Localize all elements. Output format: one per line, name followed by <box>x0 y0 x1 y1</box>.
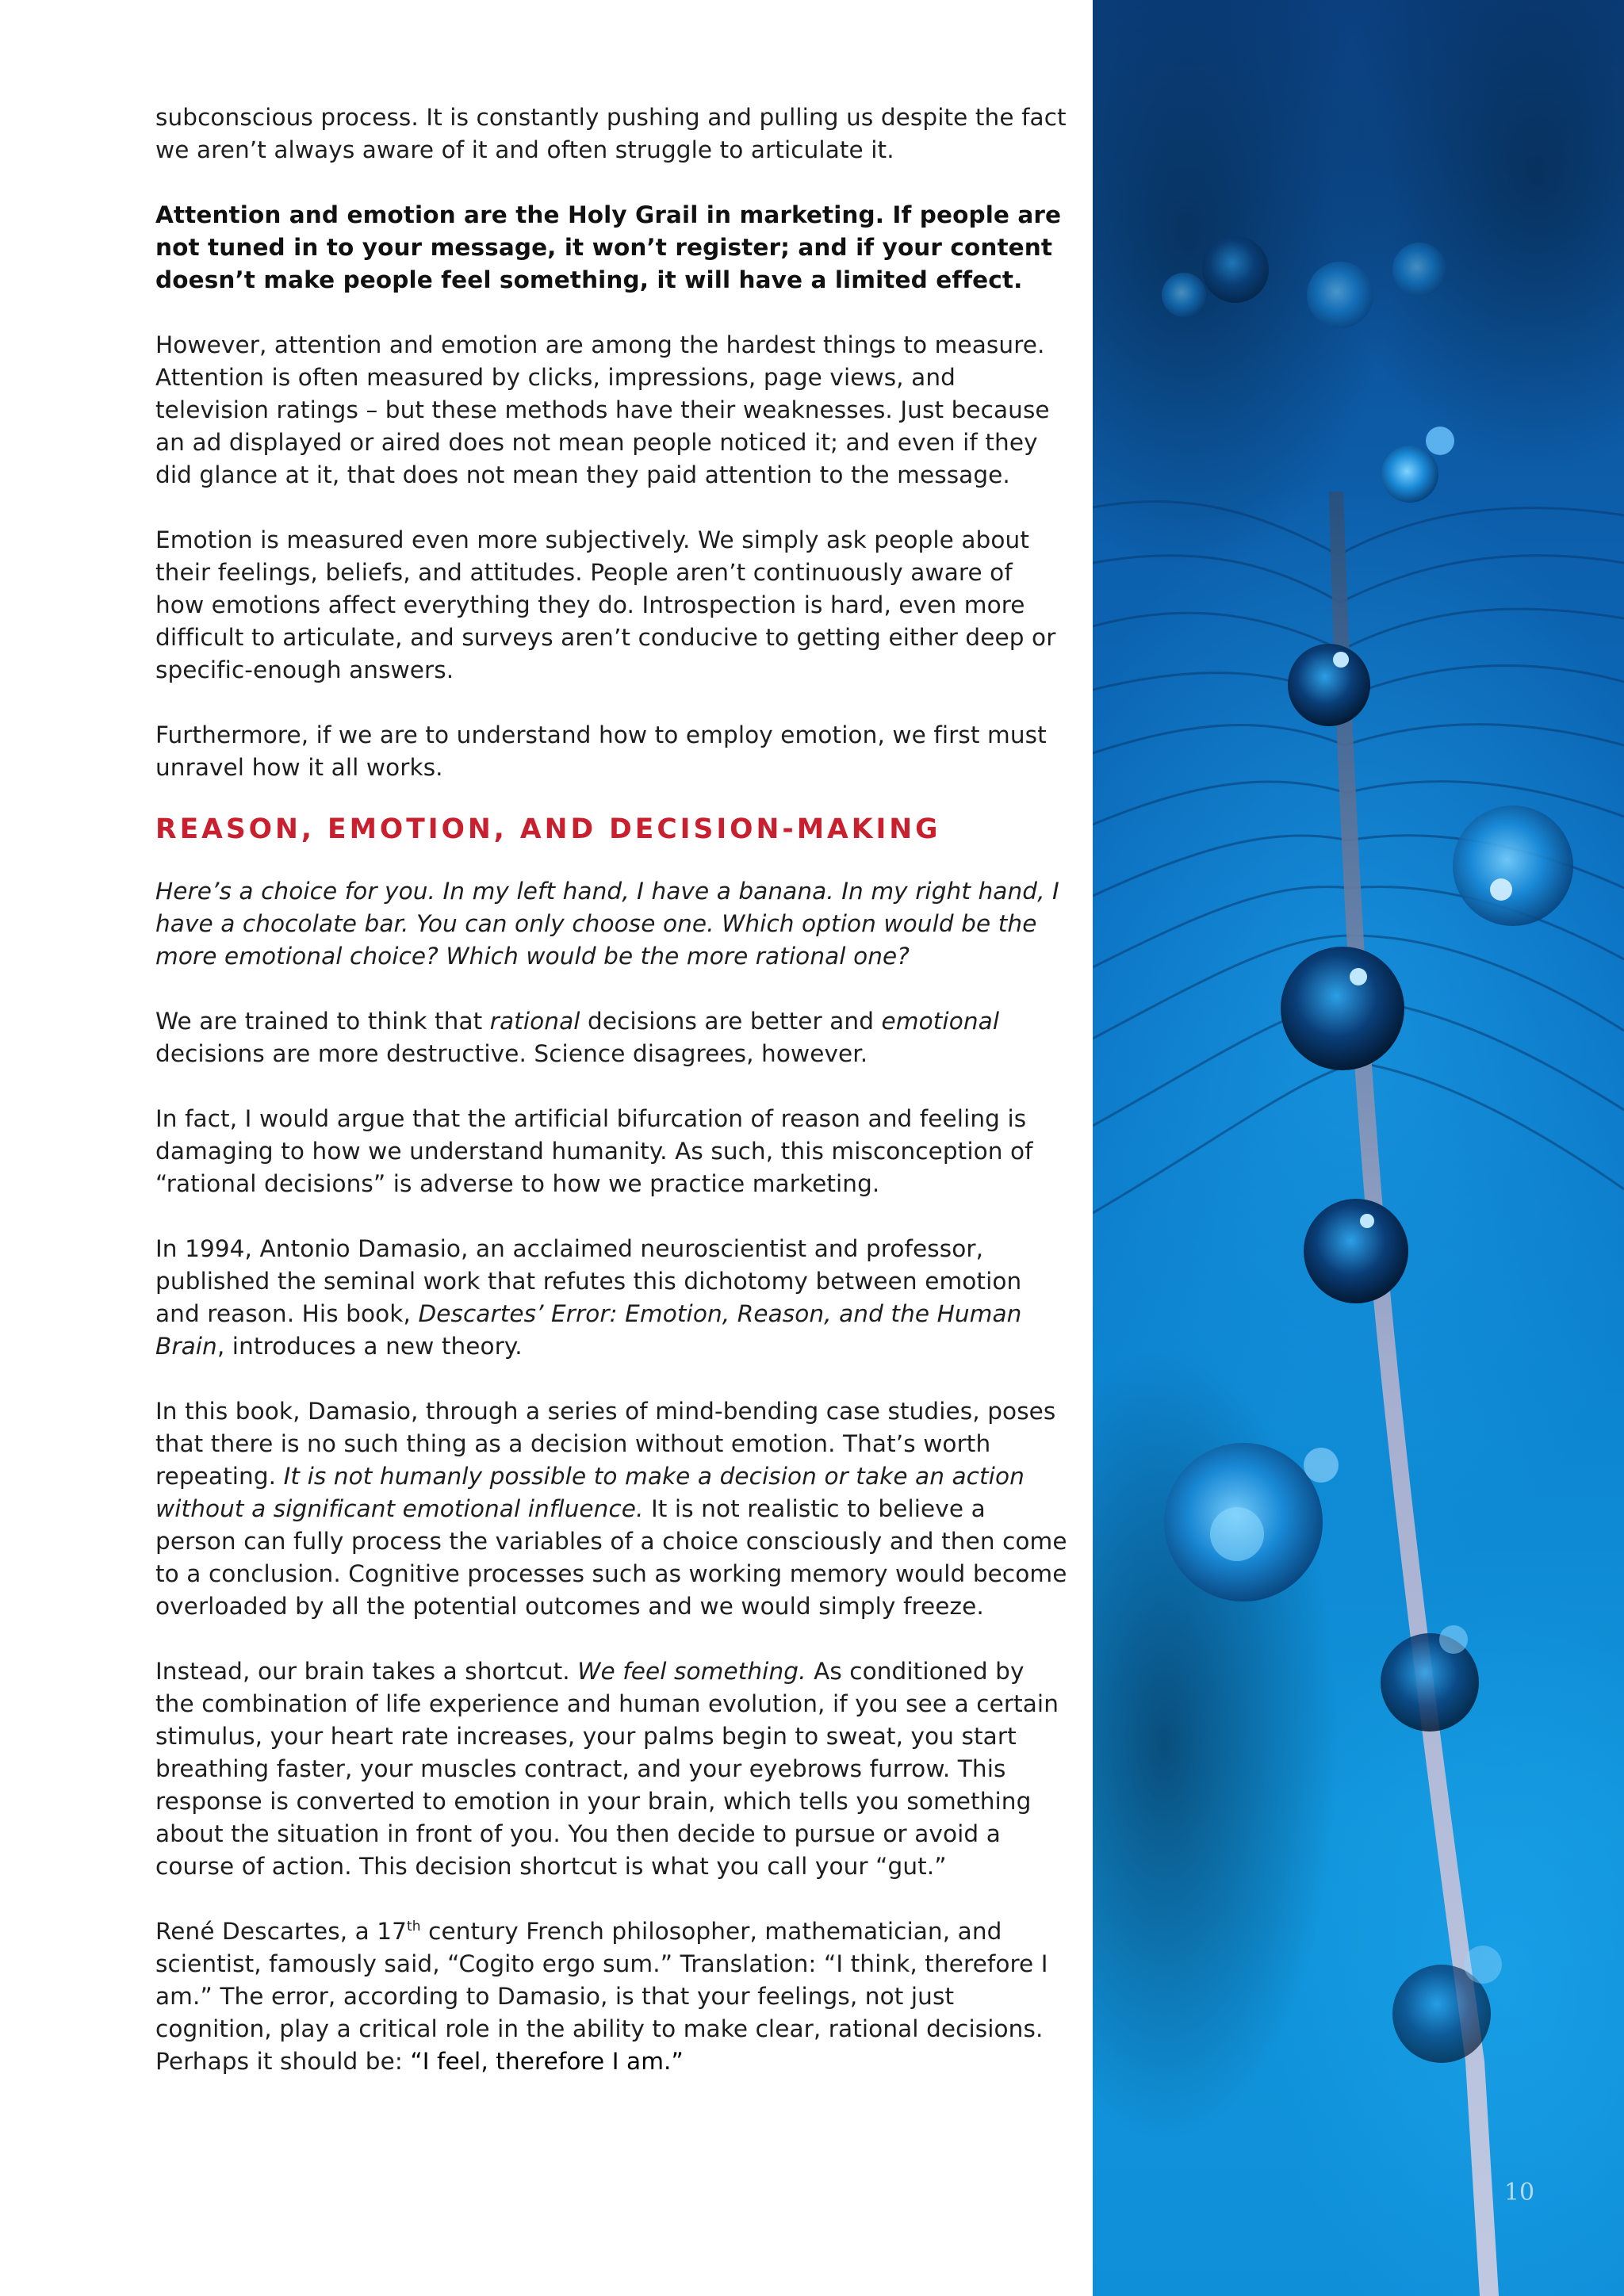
paragraph-emotion-measured: Emotion is measured even more subjectively. We simply ask people about their feelings, beliefs, and attitudes. People aren’t continuously aware of how emotions affect everything they do. Introspection is hard, even more difficult to articulate, and surveys aren’t conducive to getting either deep or specific-enough answers. <box>155 526 1056 683</box>
paragraph-intro: subconscious process. It is constantly pushing and pulling us despite the fact we aren’t always aware of it and often struggle to articulate it. <box>155 104 1067 163</box>
page-number: 10 <box>1503 2179 1535 2206</box>
paragraph-case-studies: In this book, Damasio, through a series of mind-bending case studies, poses that there is no such thing as a decision without emotion. That’s worth repeating. It is not humanly possible to make a decision or take an action without a significant emotional influence. It is not realistic to believe a person can fully process the variables of a choice consciously and then come to a conclusion. Cognitive processes such as working memory would become overloaded by all the potential outcomes and we would simply freeze. <box>155 1398 1067 1620</box>
paragraph-bifurcation: In fact, I would argue that the artificial bifurcation of reason and feeling is damaging to how we understand humanity. As such, this misconception of “rational decisions” is adverse to how we practice marketing. <box>155 1105 1033 1197</box>
paragraph-shortcut: Instead, our brain takes a shortcut. We feel something. As conditioned by the combination of life experience and human evolution, if you see a certain stimulus, your heart rate increases, your palms begin to sweat, you start breathing faster, your muscles contract, and your eyebrows furrow. This response is converted to emotion in your brain, which tells you something about the situation in front of you. You then decide to pursue or avoid a course of action. This decision shortcut is what you call your “gut.” <box>155 1658 1059 1880</box>
text-column <box>155 101 1067 2078</box>
paragraph-damasio: In 1994, Antonio Damasio, an acclaimed neuroscientist and professor, published the seminal work that refutes this dichotomy between emotion and reason. His book, Descartes’ Error: Emotion, Reason, and the Human Brain, introduces a new theory. <box>155 1235 1022 1360</box>
book-title: Descartes’ Error: Emotion, Reason, and the Human Brain <box>155 1300 1022 1360</box>
paragraph-choice: Here’s a choice for you. In my left hand, I have a banana. In my right hand, I have a chocolate bar. You can only choose one. Which option would be the more emotional choice? Which would be the more rational one? <box>155 878 1059 970</box>
paragraph-descartes: René Descartes, a 17th century French philosopher, mathematician, and scientist, famously said, “Cogito ergo sum.” Translation: “I think, therefore I am.” The error, according to Damasio, is that your feelings, not just cognition, play a critical role in the ability to make clear, rational decisions. Perhaps it should be: “I feel, therefore I am.” <box>155 1918 1048 2075</box>
paragraph-furthermore: Furthermore, if we are to understand how to employ emotion, we first must unravel how it all works. <box>155 721 1047 781</box>
paragraph-measurement: However, attention and emotion are among the hardest things to measure. Attention is often measured by clicks, impressions, page views, and television ratings – but these methods have their weaknesses. Just because an ad displayed or aired does not mean people noticed it; and even if they did glance at it, that does not mean they paid attention to the message. <box>155 331 1050 488</box>
feather-illustration <box>1093 0 1624 2296</box>
section-heading: REASON, EMOTION, AND DECISION-MAKING <box>155 813 941 845</box>
paragraph-holy-grail: Attention and emotion are the Holy Grail in marketing. If people are not tuned in to your message, it won’t register; and if your content doesn’t make people feel something, it will have a limited effect. <box>155 201 1062 293</box>
paragraph-trained: We are trained to think that rational decisions are better and emotional decisions are more destructive. Science disagrees, however. <box>155 1008 1000 1067</box>
feather-water-drops-photo <box>1093 0 1624 2296</box>
